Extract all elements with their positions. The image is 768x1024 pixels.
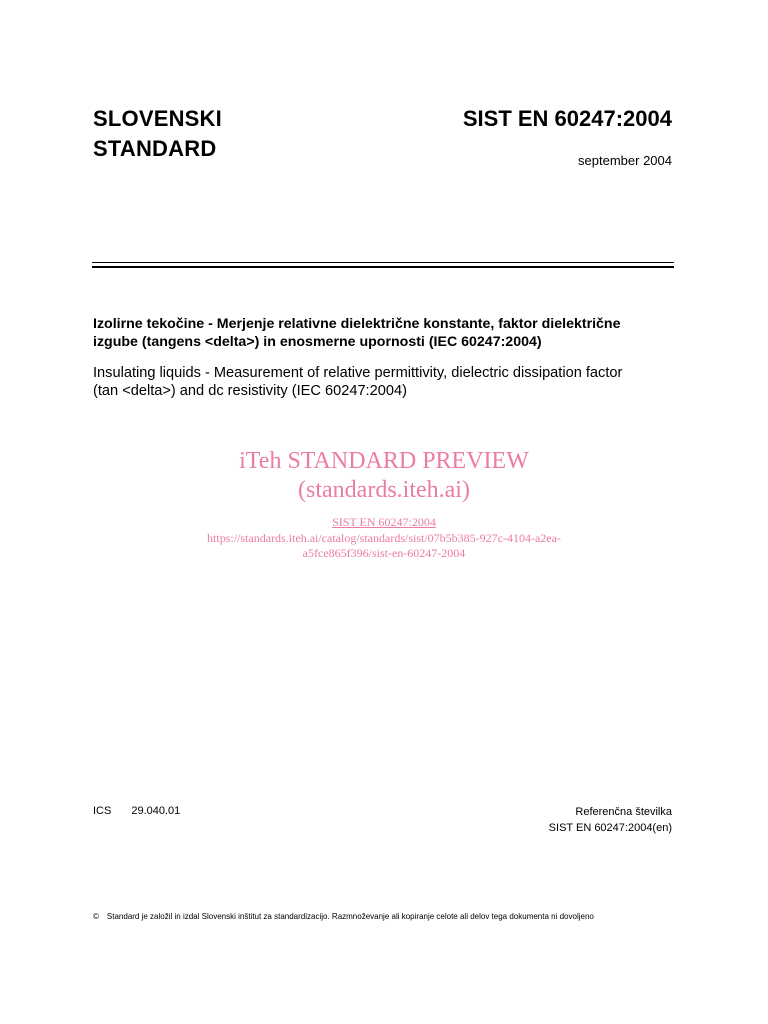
slovenian-title-line2: izgube (tangens <delta>) in enosmerne upornosti (IEC 60247:2004) [93,334,542,350]
publication-date: september 2004 [578,153,672,168]
slovenian-title [93,315,683,351]
slovenian-title-line1: Izolirne tekočine - Merjenje relativne dielektrične konstante, faktor dielektrične [93,316,621,332]
standard-label-line1: SLOVENSKI [93,106,222,131]
ics-value: 29.040.01 [131,805,181,817]
english-title-line2: (tan <delta>) and dc resistivity (IEC 60247:2004) [93,383,407,399]
standard-label [93,104,222,164]
copyright-icon: © [93,912,99,921]
standard-label-line2: STANDARD [93,136,217,161]
ics-label: ICS [93,805,112,817]
reference-label: Referenčna številka [575,806,672,818]
reference-number [549,804,672,836]
english-title [93,364,683,400]
header-divider-thin [92,262,674,263]
watermark-title: iTeh STANDARD PREVIEW [239,448,529,474]
ics-classification [93,804,180,818]
copyright-notice [93,912,594,922]
reference-value: SIST EN 60247:2004(en) [548,822,672,834]
watermark-code-link[interactable]: SIST EN 60247:2004 [332,515,436,529]
watermark-subtitle: (standards.iteh.ai) [298,477,470,503]
standard-code: SIST EN 60247:2004 [462,106,672,131]
watermark-url-line1[interactable]: https://standards.iteh.ai/catalog/standards/sist/07b5b385-927c-4104-a2ea- [207,531,561,545]
english-title-line1: Insulating liquids - Measurement of relative permittivity, dielectric dissipation factor [93,365,623,381]
watermark-url-line2[interactable]: a5fce865f396/sist-en-60247-2004 [302,546,466,560]
header-divider-thick [92,266,674,268]
copyright-text: Standard je založil in izdal Slovenski inštitut za standardizacijo. Razmnoževanje ali kopiranje celote ali delov tega dokumenta ni dovoljeno [106,912,594,921]
